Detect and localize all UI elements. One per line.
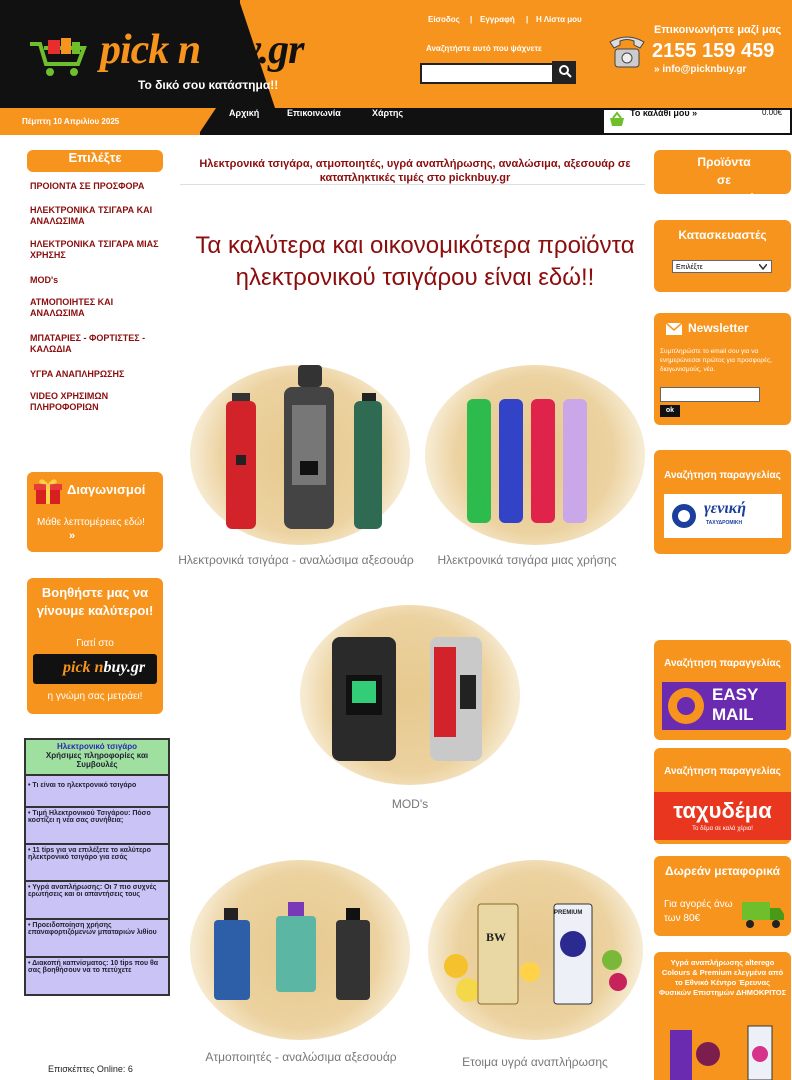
newsletter-box [654,313,791,425]
taxydema-logo [654,792,791,840]
info-item[interactable]: • Τι είναι το ηλεκτρονικό τσιγάρο [26,780,168,808]
site-logo[interactable] [100,26,303,74]
current-date: Πέμπτη 10 Απριλίου 2025 [0,108,200,135]
mod-device-image [330,635,490,765]
disposable-ecig-image [465,395,605,525]
manufacturers-select[interactable] [672,260,772,273]
contact-label: Επικοινωνήστε μαζί μας [654,24,782,36]
product-caption[interactable]: Ηλεκτρονικά τσιγάρα - αναλώσιμα αξεσουάρ [178,553,414,567]
category-link-atomizers[interactable]: ΑΤΜΟΠΟΙΗΤΕΣ ΚΑΙ ΑΝΑΛΩΣΙΜΑ [30,297,114,318]
newsletter-title: Newsletter [688,321,749,335]
liquid-bottles-image [664,1024,784,1080]
categories-title: Επιλέξτε [27,150,163,172]
geniki-logo-sub: ΤΑΧΥΔΡΟΜΙΚΗ [706,520,743,526]
feedback-banner[interactable] [27,578,163,714]
category-link-ecig[interactable]: ΗΛΕΚΤΡΟΝΙΚΑ ΤΣΙΓΑΡΑ ΚΑΙ ΑΝΑΛΩΣΙΜΑ [30,205,153,226]
product-category-liquids[interactable] [428,860,643,1040]
premium-label: PREMIUM [554,910,583,916]
easymail-logo-text: EASY MAIL [712,685,758,724]
logo-slogan: Το δικό σου κατάστημα!! [138,78,279,92]
contests-banner[interactable] [27,472,163,552]
feedback-logo-pick: pick n [63,659,104,676]
geniki-logo-text: γενική [704,500,747,517]
phone-icon [606,32,648,70]
manufacturers-title: Κατασκευαστές [678,228,767,242]
nav-home[interactable]: Αρχική [229,108,260,118]
free-shipping-banner [654,856,791,936]
link-separator: | [470,15,473,24]
feedback-title: Βοηθήστε μας να γίνουμε καλύτεροι! [36,585,154,618]
login-link[interactable]: Είσοδος [428,15,460,24]
feedback-why: Γιατί στο [76,638,114,649]
info-item[interactable]: • Προειδοποίηση χρήσης επαναφορτιζόμενων μπαταριών λιθίου [26,920,168,958]
info-panel-header [24,738,170,776]
cart-total: 0.00€ [762,108,783,117]
category-link-mods[interactable]: MOD's [30,275,59,285]
product-caption[interactable]: Ατμοποιητές - αναλώσιμα αξεσουάρ [205,1050,397,1064]
link-separator: | [526,15,529,24]
my-list-link[interactable]: Η Λίστα μου [536,15,582,24]
arrow-right-icon: » [69,530,76,542]
info-item[interactable]: • Υγρά αναπλήρωσης: Οι 7 πιο συχνές ερωτήσεις και οι απαντήσεις τους [26,882,168,920]
basket-icon [608,111,626,129]
track-title: Αναζήτηση παραγγελίας [664,658,781,669]
category-link-offers[interactable]: ΠΡΟΙΟΝΤΑ ΣΕ ΠΡΟΣΦΟΡΑ [30,181,145,191]
ecig-kit-image [210,365,390,535]
product-category-ecig[interactable] [190,365,410,545]
info-item[interactable]: • Διακοπή καπνίσματος: 10 tips που θα σας βοηθήσουν να το πετύχετε [26,958,168,994]
geniki-logo [664,494,782,538]
feedback-logo [33,654,157,684]
search-button[interactable] [552,61,576,84]
contests-title: Διαγωνισμοί [67,482,146,497]
liquids-image [442,900,632,1010]
geniki-emblem-icon [670,502,698,530]
chevron-down-icon [759,264,767,270]
gift-icon [33,476,63,506]
taxydema-logo-text: ταχυδέμα [673,798,772,823]
newsletter-email-input[interactable] [660,387,760,402]
nav-map[interactable]: Χάρτης [372,108,404,118]
order-tracking-easymail[interactable] [654,640,791,740]
newsletter-text: Συμπληρώστε το email σου για να ενημερώνεσαι πρώτος για προσφορές, διαγωνισμούς, νέα. [660,348,772,373]
offers-title: Προϊόντα σε προσφορά [692,155,756,205]
contests-text: Μάθε λεπτομέρειες εδώ! [37,517,145,528]
category-link-batteries[interactable]: ΜΠΑΤΑΡΙΕΣ - ΦΟΡΤΙΣΤΕΣ - ΚΑΛΩΔΙΑ [30,333,146,354]
track-title: Αναζήτηση παραγγελίας [664,766,781,777]
email-link[interactable]: » info@picknbuy.gr [654,64,747,75]
tagline-divider [180,184,645,185]
atomizers-image [214,900,384,1010]
cart-label[interactable]: Το καλάθι μου » [630,108,698,118]
visitors-online: Επισκέπτες Online: 6 [48,1064,133,1074]
product-caption[interactable]: Ηλεκτρονικά τσιγάρα μιας χρήσης [437,553,617,567]
truck-icon [740,896,786,930]
shipping-text: Για αγορές άνω των 80€ [664,899,733,924]
easymail-emblem-icon [666,686,706,726]
search-label: Αναζητήστε αυτό που ψάχνετε [426,44,542,53]
track-title: Αναζήτηση παραγγελίας [664,470,781,481]
manufacturers-select-value: Επιλέξτε [676,264,703,271]
site-tagline: Ηλεκτρονικά τσιγάρα, ατμοποιητές, υγρά αναπλήρωσης, αναλώσιμα, αξεσουάρ σε καταπληκτικές τιμές στο picknbuy.gr [199,158,631,184]
phone-number: 2155 159 459 [652,40,775,62]
search-icon [558,64,572,78]
register-link[interactable]: Εγγραφή [480,15,515,24]
product-caption[interactable]: Ετοιμα υγρά αναπλήρωσης [462,1055,608,1069]
category-link-liquids[interactable]: ΥΓΡΑ ΑΝΑΠΛΗΡΩΣΗΣ [30,369,125,379]
product-category-disposable[interactable] [425,365,645,545]
info-title: Ηλεκτρονικό τσιγάρο [56,742,138,751]
offers-banner[interactable] [654,150,791,205]
liquids-promo-text: Υγρά αναπλήρωσης alterego Colours & Premium ελεγμένα από το Εθνικό Κέντρο Έρευνας Φυσικών Επιστημών ΔΗΜΟΚΡΙΤΟΣ [658,958,787,997]
newsletter-ok-button[interactable]: ok [660,405,680,417]
feedback-note: η γνώμη σας μετράει! [47,691,143,702]
shopping-cart-logo-icon [28,36,90,78]
feedback-logo-buy: buy.gr [103,659,146,676]
category-link-disposable[interactable]: ΗΛΕΚΤΡΟΝΙΚΑ ΤΣΙΓΑΡΑ ΜΙΑΣ ΧΡΗΣΗΣ [30,239,159,260]
category-link-videos[interactable]: VIDEO ΧΡΗΣΙΜΩΝ ΠΛΗΡΟΦΟΡΙΩΝ [30,391,109,412]
shipping-title: Δωρεάν μεταφορικά [664,864,781,878]
bw-label: BW [486,930,507,944]
feedback-logo-text [63,659,145,677]
search-input[interactable] [420,63,556,84]
nav-contact[interactable]: Επικοινωνία [287,108,341,118]
liquids-promo-banner[interactable] [654,952,791,1080]
product-caption[interactable]: MOD's [391,797,429,811]
main-headline: Τα καλύτερα και οικονομικότερα προϊόντα ηλεκτρονικού τσιγάρου είναι εδώ!! [195,232,635,291]
envelope-icon [666,323,682,335]
info-item[interactable]: • Τιμή Ηλεκτρονικού Τσιγάρου: Πόσο κοστίζει η νέα σας συνήθεια; [26,808,168,845]
taxydema-logo-sub: Το δέμα σε καλά χέρια! [692,826,753,832]
info-item[interactable]: • 11 tips για να επιλέξετε το καλύτερο ηλεκτρονικό τσιγάρο για εσάς [26,845,168,882]
logo-pick-text: pick n [100,27,201,73]
info-subtitle: Χρήσιμες πληροφορίες και Συμβουλές [45,751,149,769]
manufacturers-box [654,220,791,292]
easymail-logo [662,682,786,730]
product-category-mods[interactable] [300,605,520,785]
order-tracking-taxydema[interactable] [654,748,791,844]
logo-buy-text: buy.gr [200,27,304,73]
order-tracking-geniki[interactable] [654,450,791,554]
product-category-atomizers[interactable] [190,860,410,1040]
